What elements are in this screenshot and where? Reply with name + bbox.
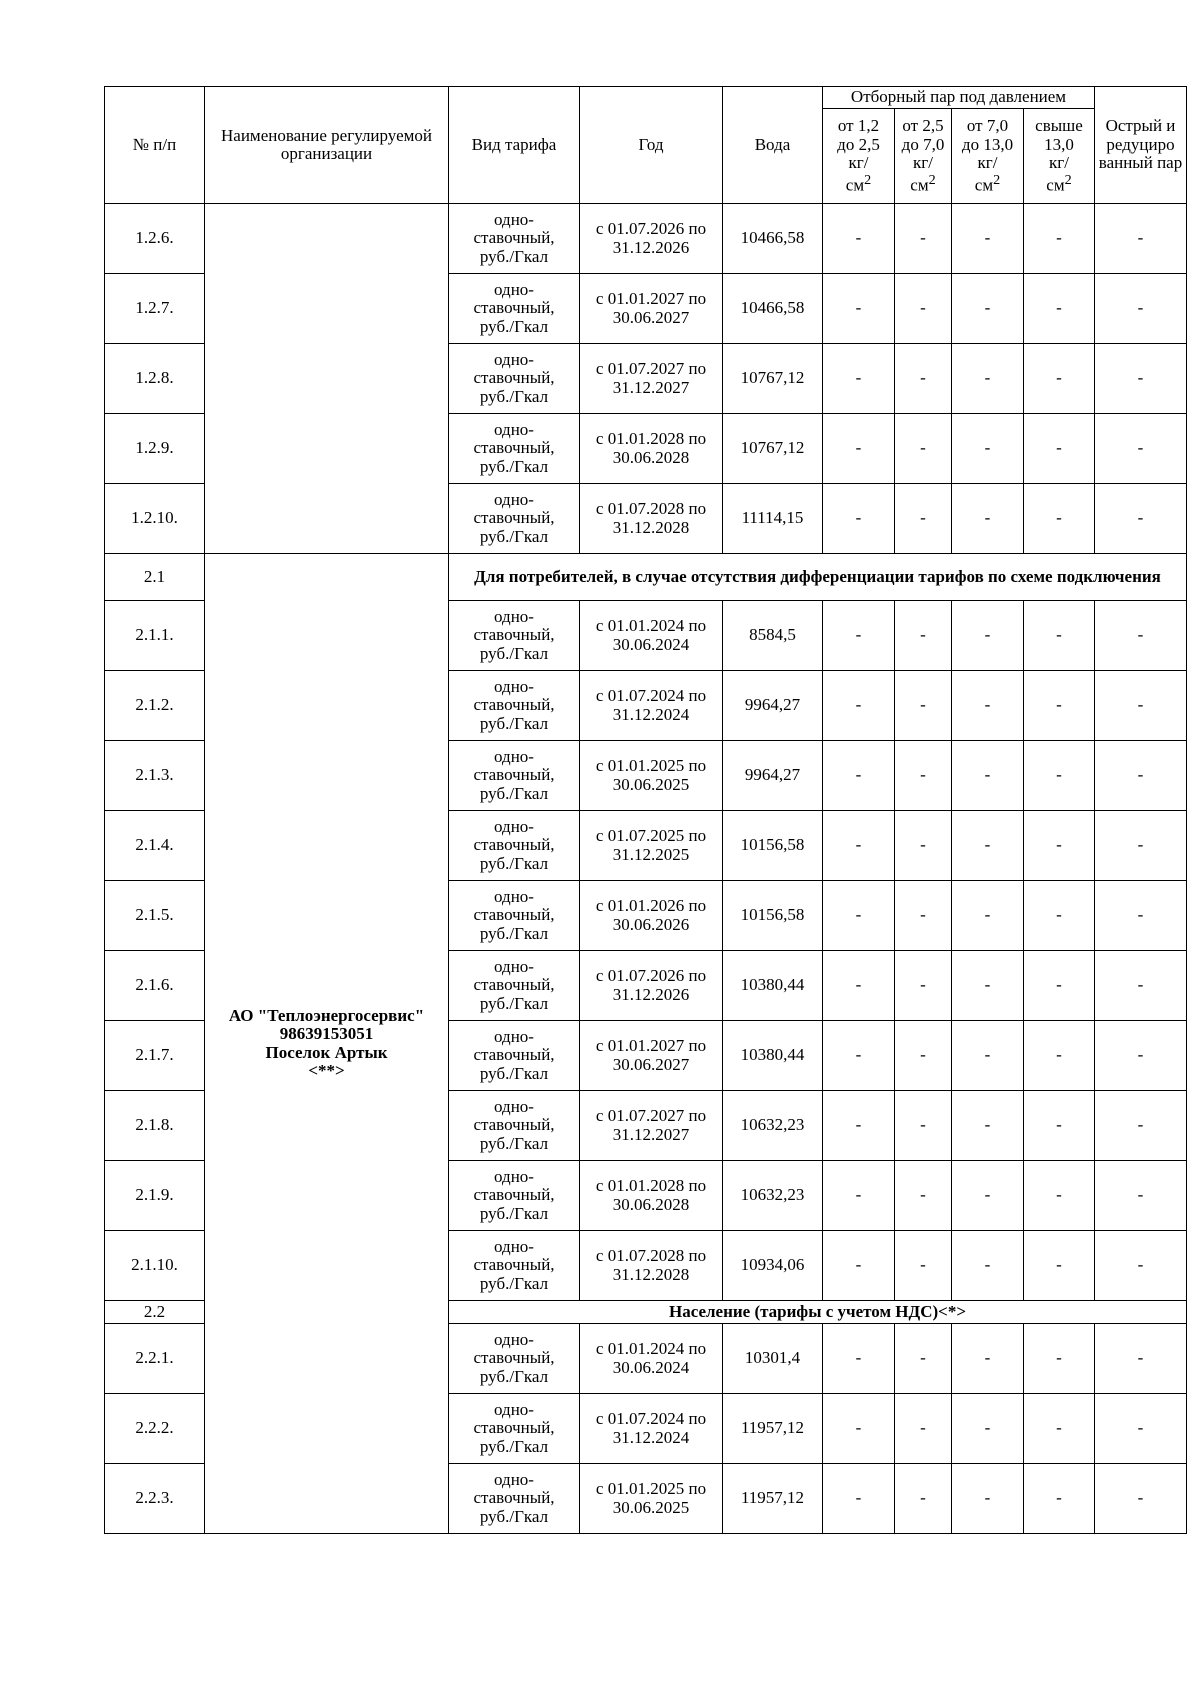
tariff-type-line3: руб./Гкал <box>479 456 549 476</box>
row-number: 1.2.8. <box>105 344 205 414</box>
row-number: 2.1.5. <box>105 881 205 951</box>
steam-col-2-line2: до 7,0 <box>901 134 945 154</box>
period-from: с 01.01.2025 по <box>595 756 707 776</box>
section-number: 2.1 <box>105 554 205 601</box>
org-inn: 98639153051 <box>279 1024 374 1044</box>
tariff-type-line1: одно- <box>494 746 534 766</box>
tariff-type-cell <box>449 671 580 741</box>
period-to: 30.06.2024 <box>612 634 690 654</box>
tariff-type-line1: одно- <box>494 419 534 439</box>
dash-cell: - <box>1095 204 1187 274</box>
period-from: с 01.07.2026 по <box>595 219 707 239</box>
tariff-type-line2: ставочный, <box>473 905 555 925</box>
tariff-type-line3: руб./Гкал <box>479 246 549 266</box>
dash-cell: - <box>895 344 952 414</box>
tariff-type-cell <box>449 1021 580 1091</box>
tariff-type-line1: одно- <box>494 886 534 906</box>
dash-cell: - <box>952 344 1024 414</box>
tariff-type-line1: одно- <box>494 279 534 299</box>
water-value: 8584,5 <box>723 601 823 671</box>
dash-cell: - <box>1024 671 1095 741</box>
tariff-type-line1: одно- <box>494 676 534 696</box>
tariff-type-line1: одно- <box>494 1329 534 1349</box>
period-from: с 01.01.2028 по <box>595 1176 707 1196</box>
org-cell <box>205 554 449 1534</box>
tariff-type-line3: руб./Гкал <box>479 993 549 1013</box>
dash-cell: - <box>1095 1161 1187 1231</box>
section-number: 2.2 <box>105 1301 205 1324</box>
dash-cell: - <box>1024 484 1095 554</box>
water-value: 11114,15 <box>723 484 823 554</box>
row-number: 2.1.6. <box>105 951 205 1021</box>
org-place: Поселок Артык <box>265 1042 388 1062</box>
tariff-type-line3: руб./Гкал <box>479 853 549 873</box>
row-number: 1.2.9. <box>105 414 205 484</box>
tariff-type-line1: одно- <box>494 489 534 509</box>
dash-cell: - <box>1024 601 1095 671</box>
header-steam-col-4 <box>1024 109 1095 204</box>
period-to: 30.06.2026 <box>612 914 690 934</box>
tariff-type-cell <box>449 601 580 671</box>
dash-cell: - <box>1024 1324 1095 1394</box>
dash-cell: - <box>1024 811 1095 881</box>
steam-col-2-line1: от 2,5 <box>902 116 944 136</box>
steam-col-3-unit2: см <box>974 175 994 195</box>
dash-cell: - <box>1095 671 1187 741</box>
tariff-type-line2: ставочный, <box>473 695 555 715</box>
period-from: с 01.01.2025 по <box>595 1479 707 1499</box>
period-from: с 01.07.2025 по <box>595 826 707 846</box>
dash-cell: - <box>823 601 895 671</box>
water-value: 11957,12 <box>723 1394 823 1464</box>
org-note: <**> <box>308 1060 345 1080</box>
period-cell <box>580 741 723 811</box>
section-title: Население (тарифы с учетом НДС)<*> <box>449 1301 1187 1324</box>
water-value: 10466,58 <box>723 274 823 344</box>
tariff-type-line2: ставочный, <box>473 1045 555 1065</box>
tariff-type-cell <box>449 1394 580 1464</box>
dash-cell: - <box>823 1394 895 1464</box>
tariff-type-line3: руб./Гкал <box>479 1366 549 1386</box>
steam-col-3-line2: до 13,0 <box>961 134 1014 154</box>
dash-cell: - <box>823 811 895 881</box>
water-value: 9964,27 <box>723 671 823 741</box>
tariff-type-line3: руб./Гкал <box>479 1506 549 1526</box>
period-to: 31.12.2024 <box>612 704 690 724</box>
section-row <box>105 554 1187 601</box>
steam-col-1-unit: кг/ <box>848 153 869 173</box>
water-value: 10767,12 <box>723 414 823 484</box>
steam-col-4-unit: кг/ <box>1049 153 1069 173</box>
steam-col-2-unit: кг/ <box>913 153 933 173</box>
period-from: с 01.01.2024 по <box>595 616 707 636</box>
steam-col-4-unit2: см <box>1046 175 1065 195</box>
header-water: Вода <box>723 87 823 204</box>
dash-cell: - <box>823 1464 895 1534</box>
period-cell <box>580 1091 723 1161</box>
section-title: Для потребителей, в случае отсутствия дифференциации тарифов по схеме подключения <box>449 554 1187 601</box>
dash-cell: - <box>1024 274 1095 344</box>
period-from: с 01.07.2026 по <box>595 966 707 986</box>
dash-cell: - <box>1024 344 1095 414</box>
tariff-type-line1: одно- <box>494 1236 534 1256</box>
dash-cell: - <box>895 1161 952 1231</box>
header-steam-col-3 <box>952 109 1024 204</box>
dash-cell: - <box>823 1231 895 1301</box>
tariff-type-cell <box>449 881 580 951</box>
row-number: 1.2.10. <box>105 484 205 554</box>
tariff-type-line3: руб./Гкал <box>479 1133 549 1153</box>
tariff-type-cell <box>449 1161 580 1231</box>
dash-cell: - <box>895 1231 952 1301</box>
dash-cell: - <box>1095 1324 1187 1394</box>
period-to: 31.12.2026 <box>612 984 690 1004</box>
period-to: 30.06.2027 <box>612 307 690 327</box>
period-cell <box>580 274 723 344</box>
period-to: 31.12.2024 <box>612 1427 690 1447</box>
org-cell-empty <box>205 204 449 554</box>
period-from: с 01.07.2027 по <box>595 1106 707 1126</box>
dash-cell: - <box>1095 1464 1187 1534</box>
dash-cell: - <box>1024 1464 1095 1534</box>
dash-cell: - <box>1024 414 1095 484</box>
dash-cell: - <box>895 274 952 344</box>
tariff-type-line3: руб./Гкал <box>479 316 549 336</box>
header-sharp-steam: Острый и редуциро ванный пар <box>1095 87 1187 204</box>
tariff-table <box>104 86 1187 1534</box>
tariff-type-line1: одно- <box>494 1469 534 1489</box>
table-row <box>105 204 1187 274</box>
dash-cell: - <box>1024 1161 1095 1231</box>
row-number: 2.1.7. <box>105 1021 205 1091</box>
dash-cell: - <box>1095 344 1187 414</box>
dash-cell: - <box>952 414 1024 484</box>
water-value: 11957,12 <box>723 1464 823 1534</box>
period-from: с 01.07.2024 по <box>595 686 707 706</box>
header-steam-group: Отборный пар под давлением <box>823 87 1095 109</box>
period-to: 31.12.2028 <box>612 517 690 537</box>
dash-cell: - <box>895 811 952 881</box>
tariff-type-cell <box>449 811 580 881</box>
period-from: с 01.01.2028 по <box>595 429 707 449</box>
period-from: с 01.01.2027 по <box>595 289 707 309</box>
tariff-type-line2: ставочный, <box>473 765 555 785</box>
dash-cell: - <box>1024 1394 1095 1464</box>
dash-cell: - <box>1095 881 1187 951</box>
steam-col-2-sup: 2 <box>928 171 936 188</box>
dash-cell: - <box>823 1161 895 1231</box>
water-value: 10301,4 <box>723 1324 823 1394</box>
dash-cell: - <box>952 204 1024 274</box>
period-cell <box>580 204 723 274</box>
tariff-type-line1: одно- <box>494 1026 534 1046</box>
dash-cell: - <box>823 1324 895 1394</box>
header-org: Наименование регулируемой организации <box>205 87 449 204</box>
header-row-top <box>105 87 1187 109</box>
period-to: 30.06.2025 <box>612 1497 690 1517</box>
period-from: с 01.07.2028 по <box>595 499 707 519</box>
steam-col-3-sup: 2 <box>993 171 1001 188</box>
dash-cell: - <box>1024 1091 1095 1161</box>
period-cell <box>580 414 723 484</box>
header-tariff: Вид тарифа <box>449 87 580 204</box>
dash-cell: - <box>823 1021 895 1091</box>
row-number: 2.2.2. <box>105 1394 205 1464</box>
dash-cell: - <box>1024 1021 1095 1091</box>
dash-cell: - <box>952 951 1024 1021</box>
tariff-type-cell <box>449 344 580 414</box>
dash-cell: - <box>952 1161 1024 1231</box>
row-number: 2.1.8. <box>105 1091 205 1161</box>
tariff-type-cell <box>449 951 580 1021</box>
dash-cell: - <box>952 484 1024 554</box>
period-from: с 01.07.2024 по <box>595 1409 707 1429</box>
period-to: 30.06.2025 <box>612 774 690 794</box>
dash-cell: - <box>823 951 895 1021</box>
tariff-type-line3: руб./Гкал <box>479 1203 549 1223</box>
water-value: 10380,44 <box>723 951 823 1021</box>
period-from: с 01.01.2026 по <box>595 896 707 916</box>
tariff-type-line1: одно- <box>494 1166 534 1186</box>
tariff-type-line2: ставочный, <box>473 1488 555 1508</box>
tariff-type-line2: ставочный, <box>473 508 555 528</box>
dash-cell: - <box>823 881 895 951</box>
tariff-type-line2: ставочный, <box>473 1418 555 1438</box>
dash-cell: - <box>952 1021 1024 1091</box>
tariff-type-line3: руб./Гкал <box>479 713 549 733</box>
tariff-type-cell <box>449 274 580 344</box>
dash-cell: - <box>895 484 952 554</box>
period-cell <box>580 811 723 881</box>
period-cell <box>580 951 723 1021</box>
dash-cell: - <box>823 484 895 554</box>
dash-cell: - <box>1095 1091 1187 1161</box>
period-to: 31.12.2027 <box>612 1124 690 1144</box>
water-value: 10632,23 <box>723 1091 823 1161</box>
dash-cell: - <box>1095 741 1187 811</box>
period-to: 30.06.2027 <box>612 1054 690 1074</box>
tariff-type-line2: ставочный, <box>473 1255 555 1275</box>
tariff-type-cell <box>449 414 580 484</box>
tariff-type-cell <box>449 1091 580 1161</box>
dash-cell: - <box>952 601 1024 671</box>
steam-col-3-unit: кг/ <box>977 153 998 173</box>
tariff-type-line2: ставочный, <box>473 1348 555 1368</box>
water-value: 10466,58 <box>723 204 823 274</box>
dash-cell: - <box>1095 601 1187 671</box>
water-value: 10156,58 <box>723 881 823 951</box>
dash-cell: - <box>952 1394 1024 1464</box>
period-to: 31.12.2025 <box>612 844 690 864</box>
dash-cell: - <box>895 881 952 951</box>
dash-cell: - <box>1024 951 1095 1021</box>
tariff-type-line3: руб./Гкал <box>479 783 549 803</box>
period-to: 30.06.2028 <box>612 1194 690 1214</box>
dash-cell: - <box>895 204 952 274</box>
dash-cell: - <box>895 601 952 671</box>
steam-col-4-line1: свыше <box>1035 116 1083 136</box>
water-value: 10380,44 <box>723 1021 823 1091</box>
row-number: 2.2.1. <box>105 1324 205 1394</box>
dash-cell: - <box>952 1324 1024 1394</box>
period-cell <box>580 881 723 951</box>
period-cell <box>580 1231 723 1301</box>
water-value: 10767,12 <box>723 344 823 414</box>
tariff-type-cell <box>449 484 580 554</box>
dash-cell: - <box>952 881 1024 951</box>
tariff-type-cell <box>449 741 580 811</box>
dash-cell: - <box>895 951 952 1021</box>
water-value: 10934,06 <box>723 1231 823 1301</box>
dash-cell: - <box>1024 881 1095 951</box>
row-number: 2.1.1. <box>105 601 205 671</box>
tariff-type-line3: руб./Гкал <box>479 386 549 406</box>
header-year: Год <box>580 87 723 204</box>
dash-cell: - <box>823 204 895 274</box>
dash-cell: - <box>1095 414 1187 484</box>
dash-cell: - <box>823 1091 895 1161</box>
tariff-type-line3: руб./Гкал <box>479 1273 549 1293</box>
tariff-type-line2: ставочный, <box>473 438 555 458</box>
tariff-type-line2: ставочный, <box>473 625 555 645</box>
row-number: 2.1.10. <box>105 1231 205 1301</box>
dash-cell: - <box>952 1464 1024 1534</box>
dash-cell: - <box>895 1464 952 1534</box>
period-cell <box>580 671 723 741</box>
steam-col-4-sup: 2 <box>1064 171 1072 188</box>
tariff-type-line3: руб./Гкал <box>479 1436 549 1456</box>
steam-col-1-line1: от 1,2 <box>837 116 880 136</box>
period-from: с 01.07.2028 по <box>595 1246 707 1266</box>
water-value: 10632,23 <box>723 1161 823 1231</box>
tariff-type-line1: одно- <box>494 956 534 976</box>
dash-cell: - <box>823 741 895 811</box>
steam-col-1-sup: 2 <box>864 171 872 188</box>
dash-cell: - <box>952 274 1024 344</box>
steam-col-3-line1: от 7,0 <box>966 116 1009 136</box>
tariff-type-line1: одно- <box>494 606 534 626</box>
row-number: 2.1.3. <box>105 741 205 811</box>
period-cell <box>580 484 723 554</box>
dash-cell: - <box>823 671 895 741</box>
period-cell <box>580 1021 723 1091</box>
period-cell <box>580 1324 723 1394</box>
water-value: 9964,27 <box>723 741 823 811</box>
dash-cell: - <box>1024 741 1095 811</box>
tariff-type-cell <box>449 204 580 274</box>
tariff-type-line2: ставочный, <box>473 1185 555 1205</box>
tariff-type-line3: руб./Гкал <box>479 1063 549 1083</box>
dash-cell: - <box>895 1394 952 1464</box>
tariff-type-line3: руб./Гкал <box>479 923 549 943</box>
water-value: 10156,58 <box>723 811 823 881</box>
tariff-type-cell <box>449 1464 580 1534</box>
row-number: 2.2.3. <box>105 1464 205 1534</box>
steam-col-2-unit2: см <box>910 175 929 195</box>
tariff-type-line1: одно- <box>494 349 534 369</box>
dash-cell: - <box>1095 274 1187 344</box>
tariff-type-cell <box>449 1231 580 1301</box>
tariff-type-line2: ставочный, <box>473 228 555 248</box>
steam-col-1-unit2: см <box>845 175 865 195</box>
dash-cell: - <box>952 811 1024 881</box>
tariff-type-line2: ставочный, <box>473 368 555 388</box>
dash-cell: - <box>952 1091 1024 1161</box>
period-cell <box>580 1464 723 1534</box>
period-cell <box>580 1161 723 1231</box>
tariff-type-cell <box>449 1324 580 1394</box>
period-to: 30.06.2028 <box>612 447 690 467</box>
row-number: 1.2.6. <box>105 204 205 274</box>
period-to: 31.12.2027 <box>612 377 690 397</box>
dash-cell: - <box>823 344 895 414</box>
dash-cell: - <box>823 274 895 344</box>
dash-cell: - <box>1024 204 1095 274</box>
period-from: с 01.01.2024 по <box>595 1339 707 1359</box>
period-to: 31.12.2026 <box>612 237 690 257</box>
dash-cell: - <box>1095 951 1187 1021</box>
tariff-type-line2: ставочный, <box>473 975 555 995</box>
dash-cell: - <box>952 1231 1024 1301</box>
tariff-type-line1: одно- <box>494 209 534 229</box>
row-number: 2.1.2. <box>105 671 205 741</box>
row-number: 2.1.9. <box>105 1161 205 1231</box>
row-number: 2.1.4. <box>105 811 205 881</box>
period-cell <box>580 344 723 414</box>
header-steam-col-1 <box>823 109 895 204</box>
steam-col-1-line2: до 2,5 <box>837 134 880 154</box>
period-to: 31.12.2028 <box>612 1264 690 1284</box>
header-num: № п/п <box>105 87 205 204</box>
dash-cell: - <box>895 1091 952 1161</box>
tariff-type-line2: ставочный, <box>473 835 555 855</box>
dash-cell: - <box>895 414 952 484</box>
dash-cell: - <box>1095 484 1187 554</box>
dash-cell: - <box>895 671 952 741</box>
period-cell <box>580 1394 723 1464</box>
period-from: с 01.01.2027 по <box>595 1036 707 1056</box>
period-from: с 01.07.2027 по <box>595 359 707 379</box>
dash-cell: - <box>895 1021 952 1091</box>
row-number: 1.2.7. <box>105 274 205 344</box>
tariff-type-line3: руб./Гкал <box>479 643 549 663</box>
tariff-type-line1: одно- <box>494 1399 534 1419</box>
tariff-type-line1: одно- <box>494 1096 534 1116</box>
header-steam-col-2 <box>895 109 952 204</box>
steam-col-4-line2: 13,0 <box>1044 134 1074 154</box>
tariff-type-line3: руб./Гкал <box>479 526 549 546</box>
dash-cell: - <box>1095 1231 1187 1301</box>
tariff-type-line2: ставочный, <box>473 1115 555 1135</box>
period-to: 30.06.2024 <box>612 1357 690 1377</box>
table-body <box>105 87 1187 1534</box>
dash-cell: - <box>895 741 952 811</box>
dash-cell: - <box>1095 1021 1187 1091</box>
tariff-type-line2: ставочный, <box>473 298 555 318</box>
dash-cell: - <box>895 1324 952 1394</box>
dash-cell: - <box>1095 811 1187 881</box>
org-name: АО "Теплоэнергосервис" <box>228 1005 425 1025</box>
dash-cell: - <box>823 414 895 484</box>
period-cell <box>580 601 723 671</box>
tariff-type-line1: одно- <box>494 816 534 836</box>
dash-cell: - <box>1095 1394 1187 1464</box>
dash-cell: - <box>952 741 1024 811</box>
dash-cell: - <box>952 671 1024 741</box>
dash-cell: - <box>1024 1231 1095 1301</box>
